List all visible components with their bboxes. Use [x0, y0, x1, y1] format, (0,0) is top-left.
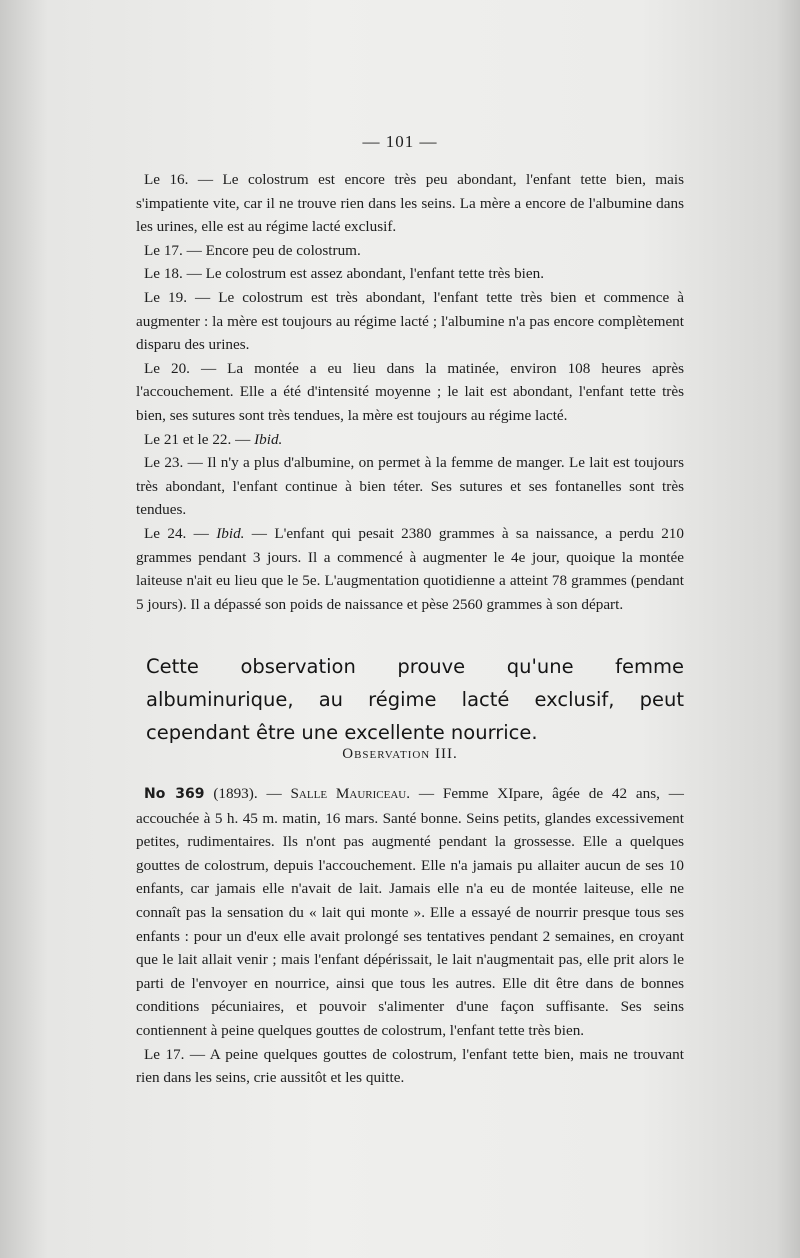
case-description: . — Femme XIpare, âgée de 42 ans, — accouchée à 5 h. 45 m. matin, 16 mars. Santé bonne. Seins petits, glandes excessivement petites, rudimentaires. Ils n'ont pas augmenté pendant la grossesse. Elle a quelques gouttes de colostrum, depuis l'accouchement. Elle n'a jamais pu allaiter aucun de ses 10 enfants, car jamais elle n'avait de lait. Jamais elle n'a eu de montée laiteuse, elle ne connaît pas la sensation du « lait qui monte ». Elle a essayé de nourrir presque tous ses enfants : pour un d'eux elle avait prolongé ses tentatives pendant 2 semaines, en croyant que le lait allait venir ; mais l'enfant dépérissait, le lait n'augmentait pas, elle prit alors le parti de l'envoyer en nourrice, ainsi que tous les autres. Elle dit être dans de bonnes conditions pécuniaires, et pouvoir s'alimenter d'une façon suffisante. Ses seins contiennent à peine quelques gouttes de colostrum, l'enfant tette très bien. [136, 785, 684, 1039]
observation-daily-notes [136, 168, 684, 616]
day-24-text: — L'enfant qui pesait 2380 grammes à sa naissance, a perdu 210 grammes pendant 3 jours. Il a commencé à augmenter le 4e jour, quoique la montée laiteuse n'ait eu lieu que le 5e. L'augmentation quotidienne a atteint 78 grammes (pendant 5 jours). Il a dépassé son poids de naissance et pèse 2560 grammes à son départ. [136, 524, 684, 613]
paragraph-day-18: Le 18. — Le colostrum est assez abondant, l'enfant tette très bien. [144, 265, 545, 283]
paragraph-day-19: Le 19. — Le colostrum est très abondant, l'enfant tette très bien et commence à augmenter : la mère est toujours au régime lacté ; l'albumine n'a pas encore complètement disparu des urines. [136, 288, 684, 354]
case-year: (1893). — [204, 785, 291, 802]
page-number: — 101 — [362, 132, 438, 151]
paragraph-day-17: Le 17. — Encore peu de colostrum. [144, 241, 361, 259]
observation-three-text [136, 782, 684, 1090]
ward-name: Salle Mauriceau [290, 785, 407, 802]
section-heading: Observation III. [342, 746, 458, 762]
ibid-text: Ibid. [254, 430, 283, 448]
day-21-22-label: Le 21 et le 22. — [144, 430, 255, 448]
case-number: No 369 [144, 786, 205, 802]
paragraph-day-23: Le 23. — Il n'y a plus d'albumine, on permet à la femme de manger. Le lait est toujours très abondant, l'enfant continue à bien téter. Ses sutures et ses fontanelles sont très tendues. [136, 454, 684, 519]
ibid-text: Ibid. [216, 524, 245, 542]
paragraph-day-20: Le 20. — La montée a eu lieu dans la matinée, environ 108 heures après l'accouchement. Elle a été d'intensité moyenne ; le lait est abondant, l'enfant tette très bien, ses sutures sont très tendues, la mère est toujours au régime lacté. [136, 359, 684, 424]
paragraph-day-17-case: Le 17. — A peine quelques gouttes de colostrum, l'enfant tette bien, mais ne trouvant rien dans les seins, crie aussitôt et les quitte. [136, 1045, 684, 1087]
paragraph-day-24 [136, 522, 684, 616]
case-intro-paragraph [136, 782, 684, 1043]
conclusion-statement: Cette observation prouve qu'une femme albuminurique, au régime lacté exclusif, peut cependant être une excellente nourrice. [146, 655, 684, 744]
day-24-label: Le 24. — [144, 524, 217, 542]
paragraph-day-21-22 [136, 428, 684, 452]
paragraph-day-16: Le 16. — Le colostrum est encore très peu abondant, l'enfant tette bien, mais s'impatiente vite, car il ne trouve rien dans les seins. La mère a encore de l'albumine dans les urines, elle est au régime lacté exclusif. [136, 171, 684, 236]
